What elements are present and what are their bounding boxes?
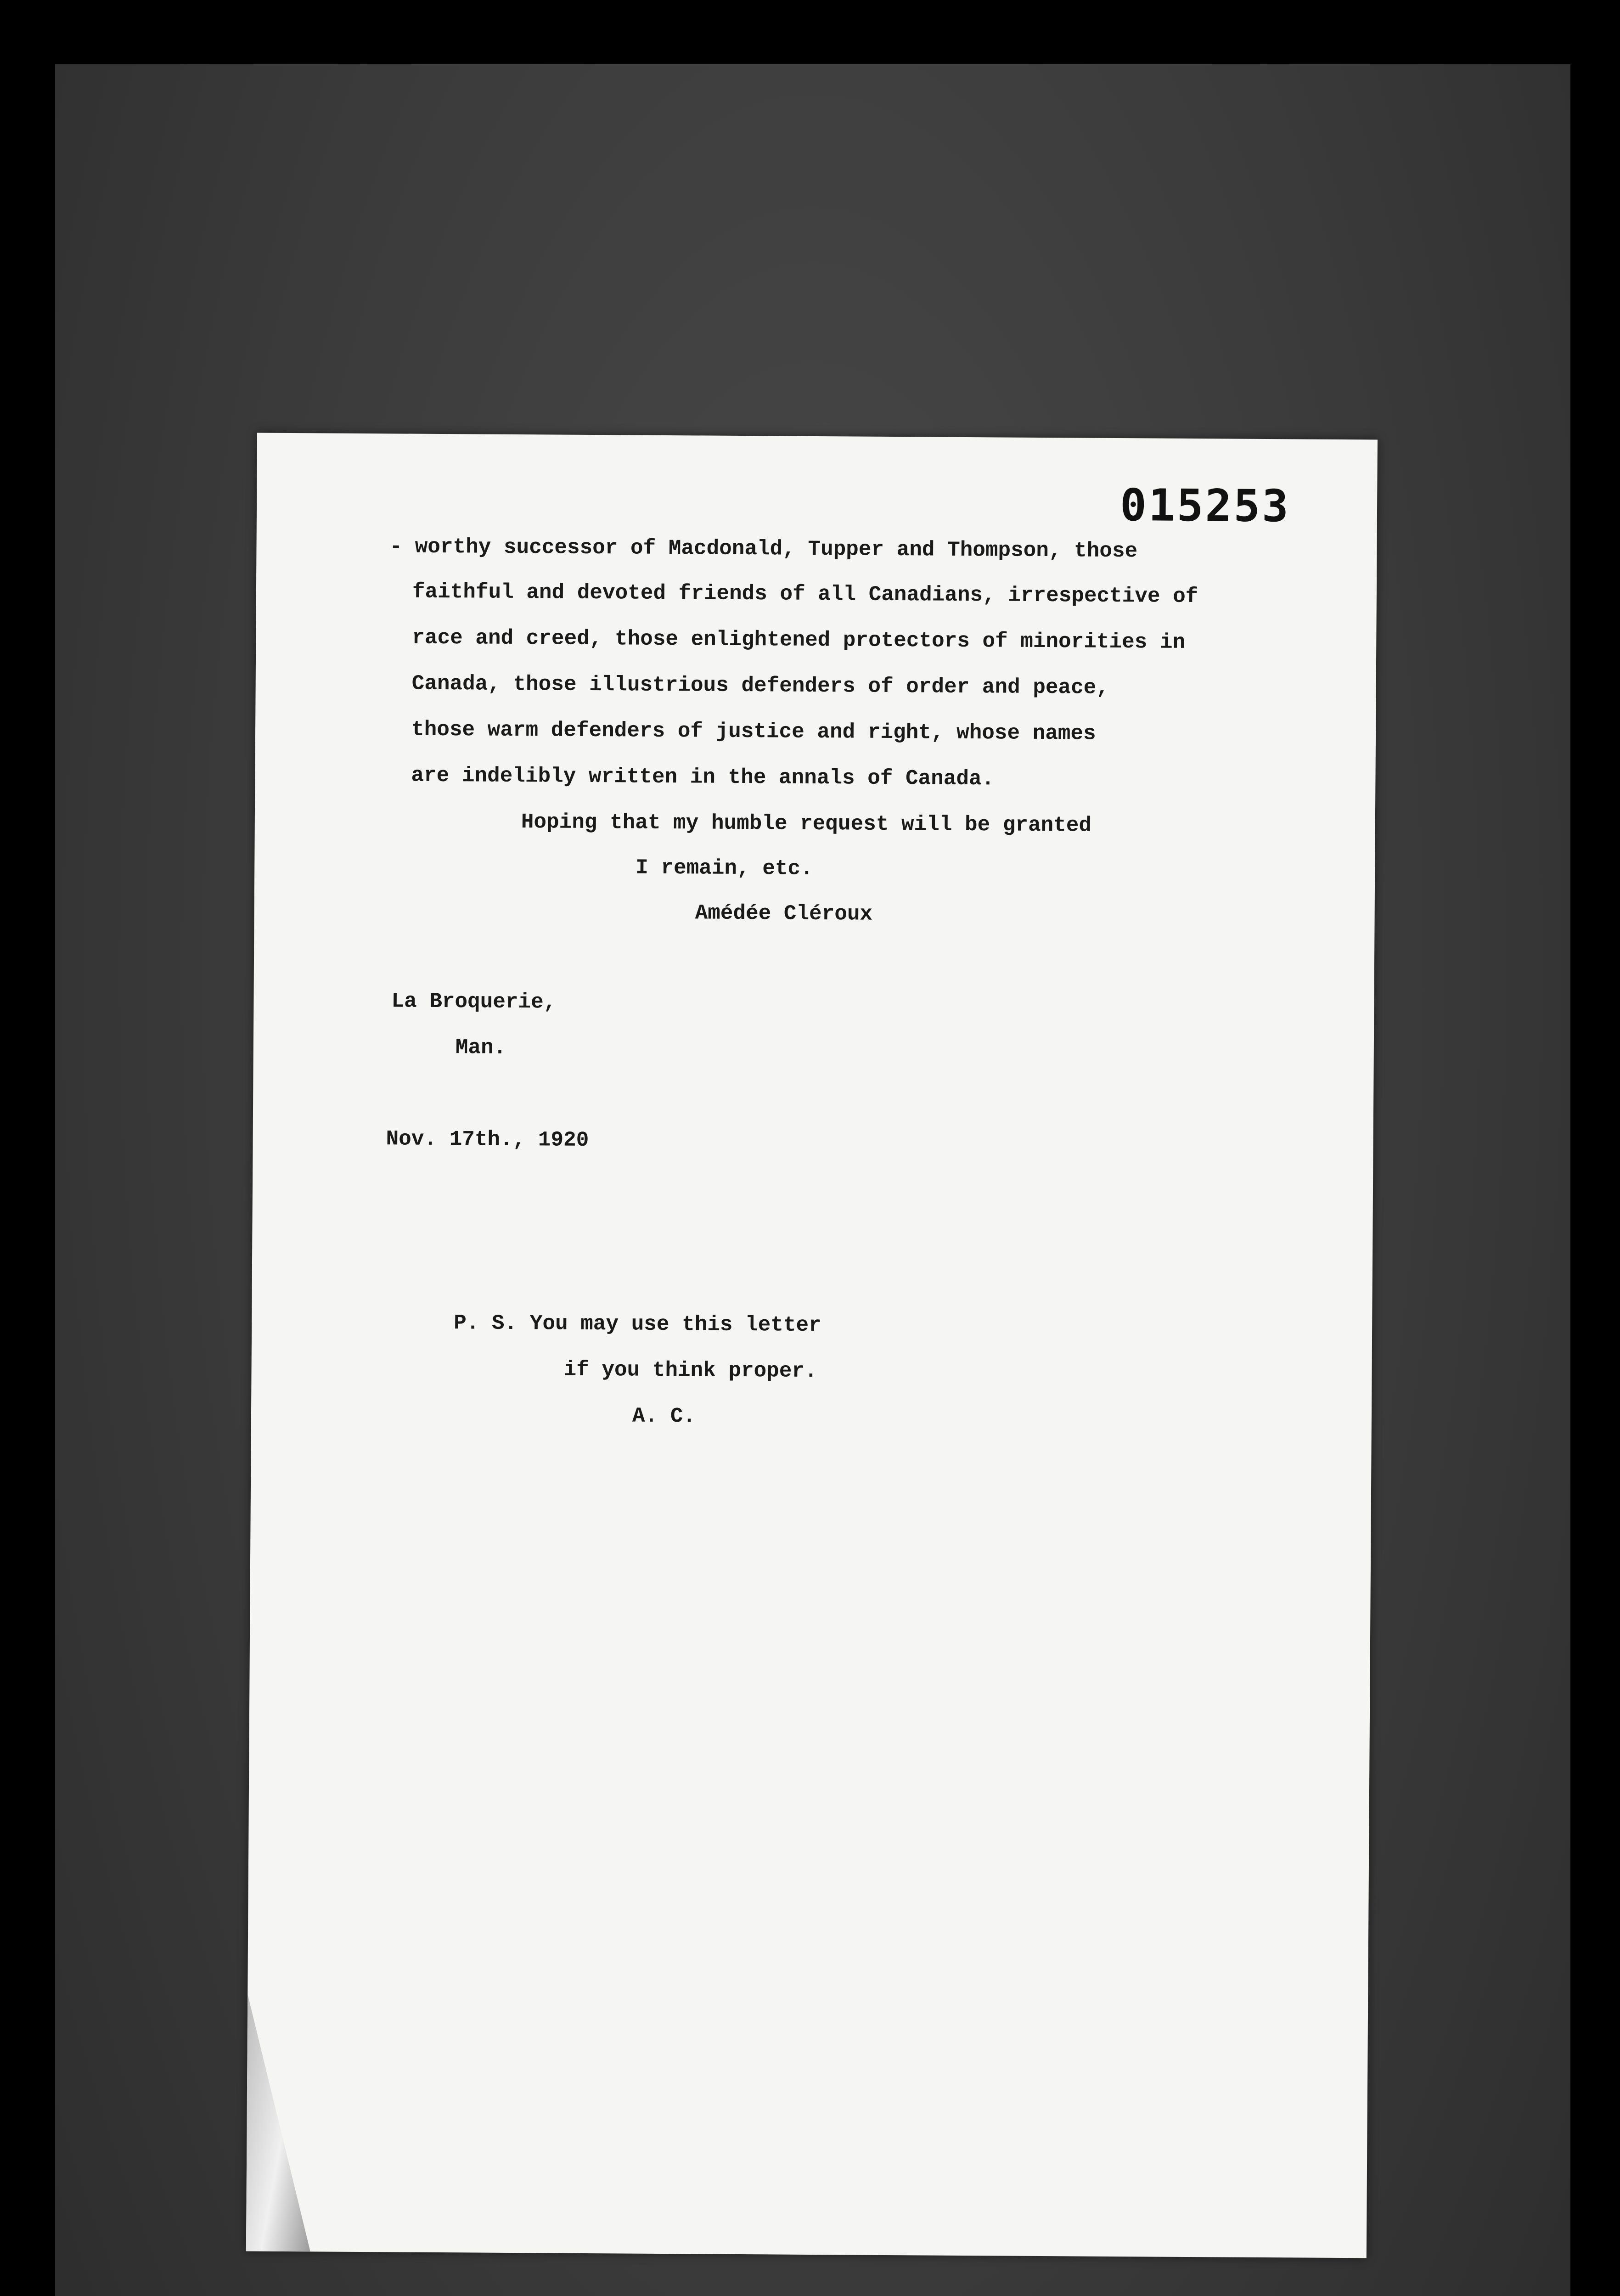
closing-line: Hoping that my humble request will be granted bbox=[521, 810, 1092, 838]
body-line: Canada, those illustrious defenders of order and peace, bbox=[411, 671, 1109, 700]
body-line: are indelibly written in the annals of Canada. bbox=[411, 763, 995, 791]
place-line: Man. bbox=[455, 1035, 506, 1060]
place-line: La Broquerie, bbox=[391, 989, 557, 1014]
letter-page bbox=[246, 433, 1378, 2258]
body-line: faithful and devoted friends of all Canadians, irrespective of bbox=[412, 580, 1198, 609]
date-line: Nov. 17th., 1920 bbox=[386, 1127, 589, 1152]
body-line: - worthy successor of Macdonald, Tupper and Thompson, those bbox=[389, 535, 1138, 563]
body-line: race and creed, those enlightened protectors of minorities in bbox=[412, 625, 1186, 654]
signature-line: Amédée Cléroux bbox=[695, 901, 873, 926]
document-number: 015253 bbox=[1119, 479, 1291, 532]
remain-line: I remain, etc. bbox=[636, 855, 813, 881]
body-line: those warm defenders of justice and right, whose names bbox=[411, 717, 1096, 746]
page-curl bbox=[246, 1994, 312, 2251]
postscript-line: if you think proper. bbox=[563, 1357, 817, 1384]
postscript-initials: A. C. bbox=[632, 1404, 696, 1429]
postscript-line: P. S. You may use this letter bbox=[454, 1311, 821, 1338]
